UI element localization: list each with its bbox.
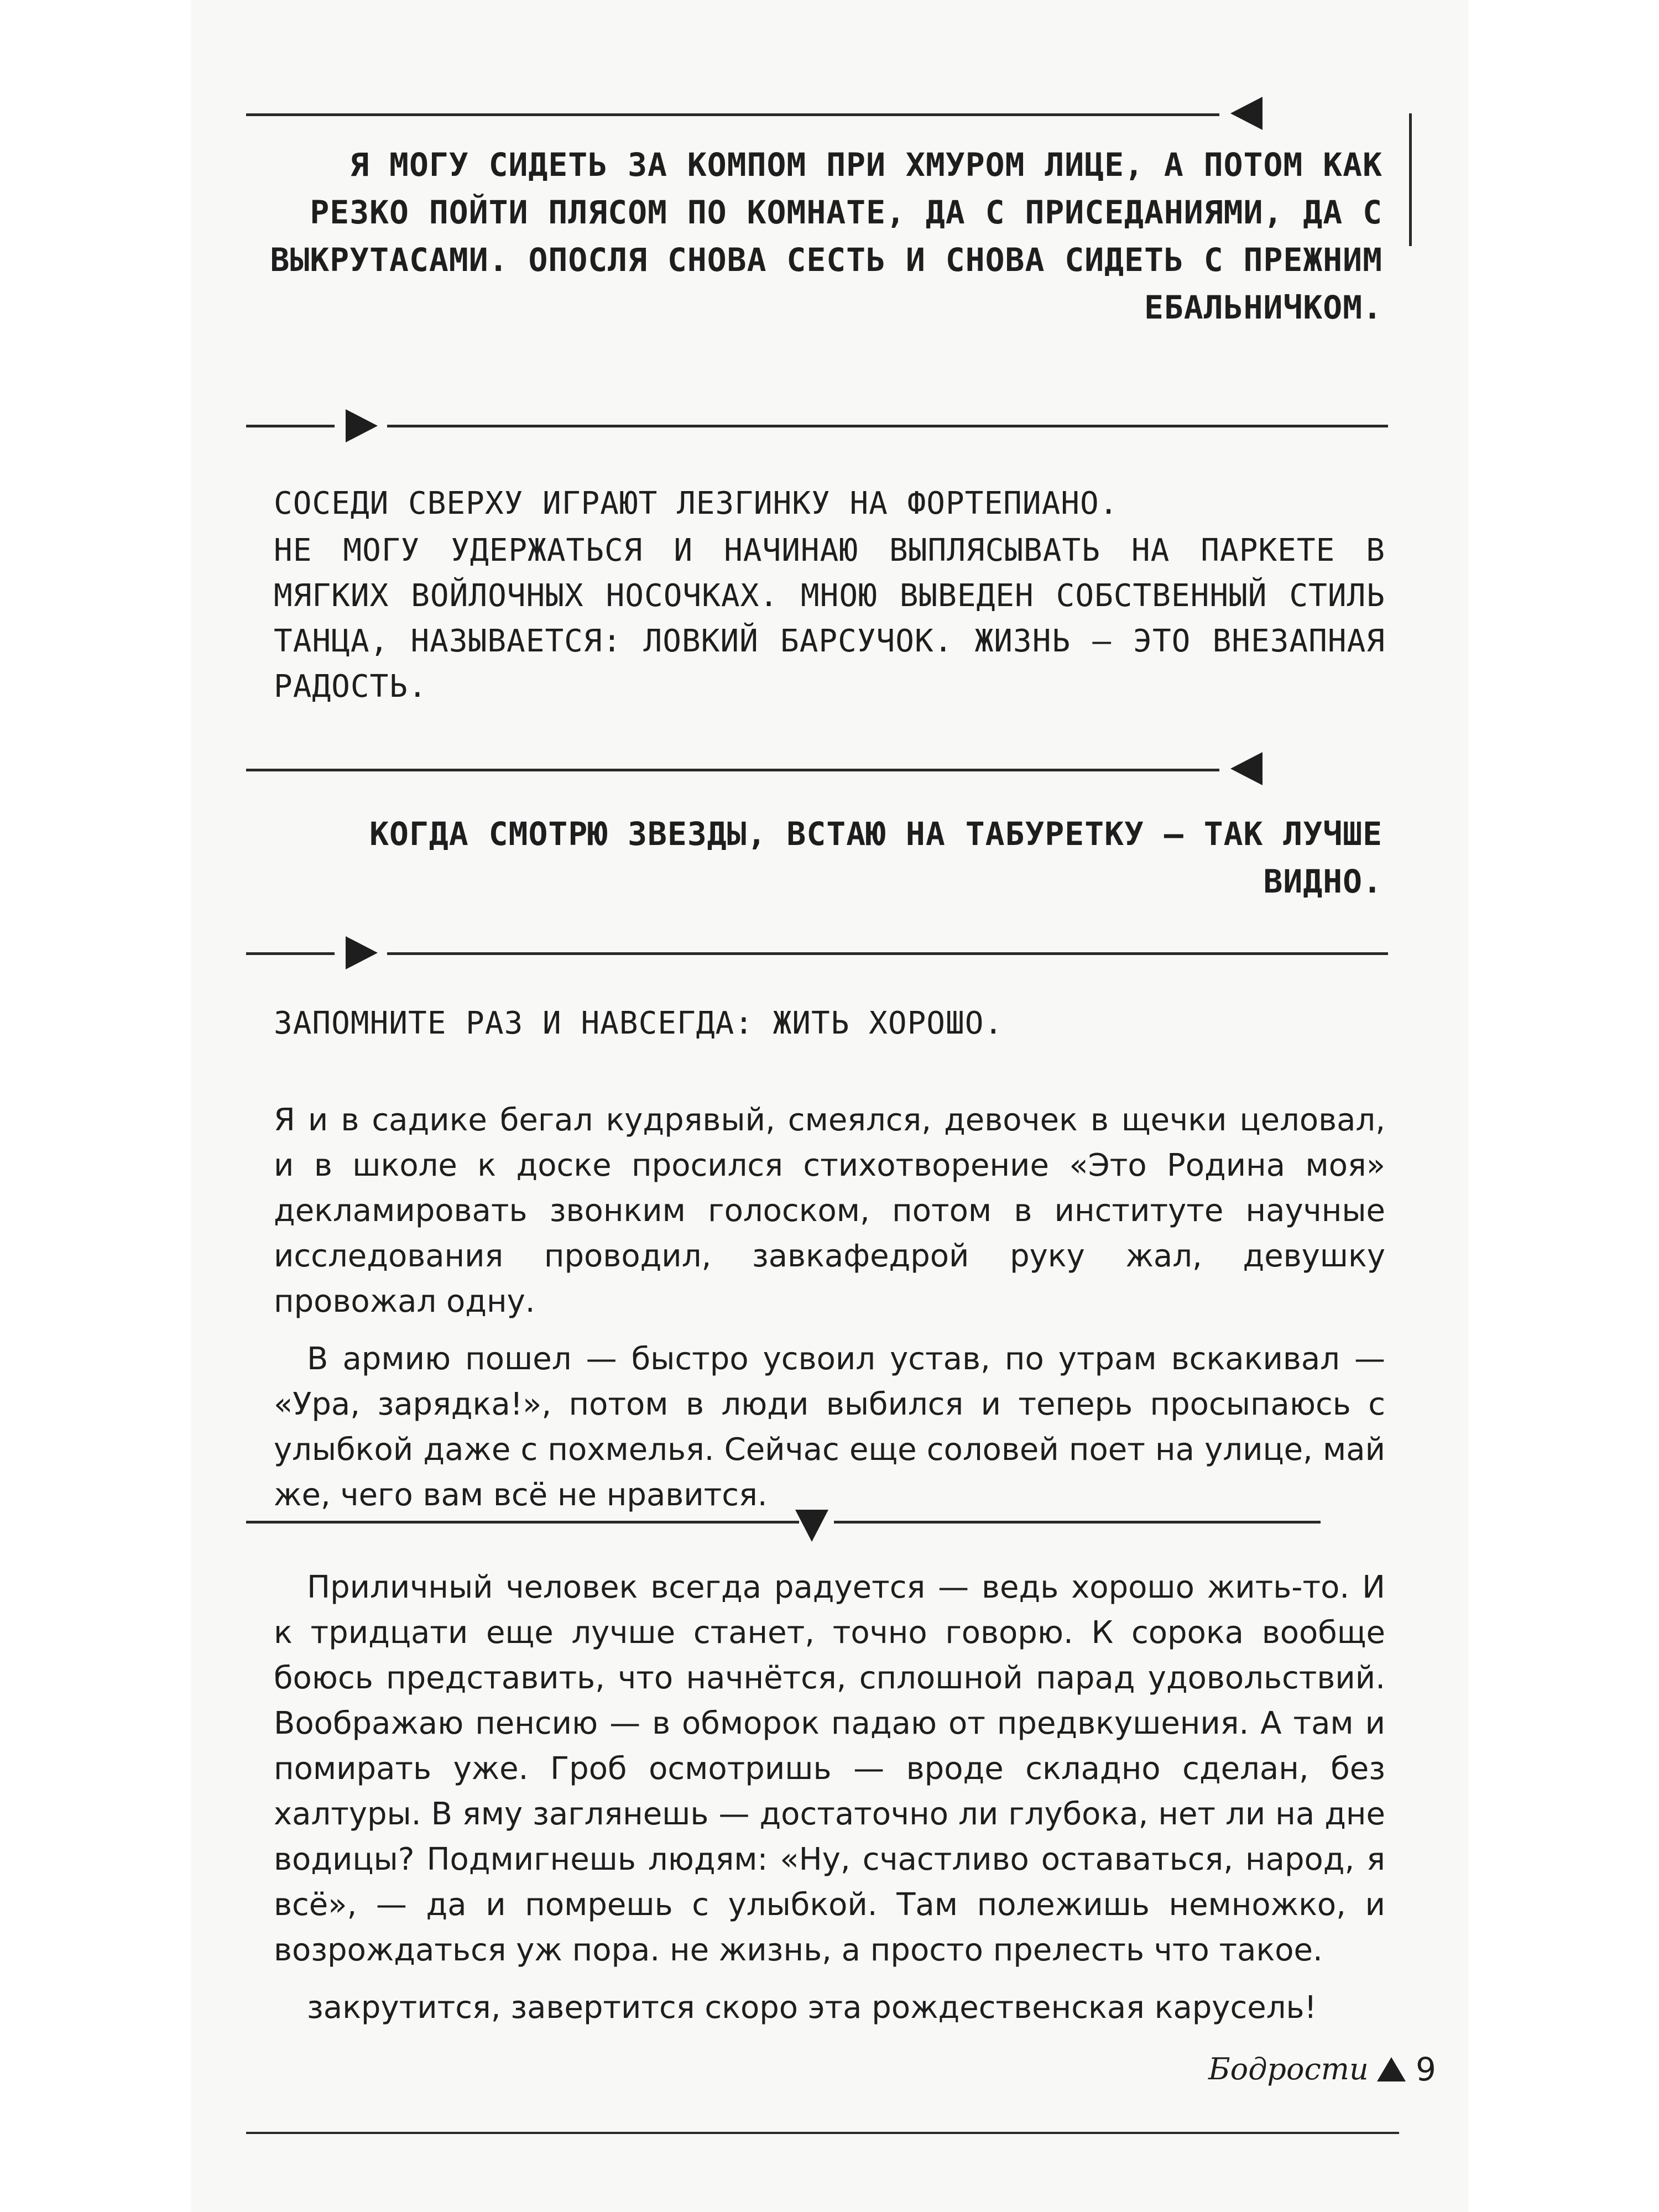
triangle-right-icon xyxy=(346,409,378,442)
quote-divider-top xyxy=(246,113,1219,116)
quote-live-well: ЗАПОМНИТЕ РАЗ И НАВСЕГДА: ЖИТЬ ХОРОШО. xyxy=(274,1005,1004,1041)
paragraph-army: В армию пошел — быстро усвоил устав, по утрам вскакивал — «Ура, зарядка!», потом в люди выбился и теперь просыпаюсь с улыбкой даже с похмелья. Сейчас еще соловей поет на улице, май же, чего вам всё не нравится. xyxy=(274,1341,1385,1513)
quote-divider-right xyxy=(387,952,1388,955)
paragraph-carousel: закрутится, завертится скоро эта рождественская карусель! xyxy=(307,1990,1317,2026)
footer-rule xyxy=(246,2132,1399,2134)
quote-divider-left xyxy=(246,952,335,955)
triangle-left-icon xyxy=(1230,97,1262,130)
triangle-right-icon xyxy=(346,936,378,969)
triangle-down-icon xyxy=(795,1510,828,1542)
footer-section-title: Бодрости xyxy=(1208,2052,1369,2086)
paragraph-decent-person: Приличный человек всегда радуется — ведь хорошо жить-то. И к тридцати еще лучше станет, точно говорю. К сорока вообще боюсь представить, что начнётся, сплошной парад удовольствий. Воображаю пенсию — в обморок падаю от предвкушения. А там и помирать уже. Гроб осмотришь — вроде складно сделан, без халтуры. В яму заглянешь — достаточно ли глубока, нет ли на дне водицы? Подмигнешь людям: «Ну, счастливо оставаться, народ, я всё», — да и помрешь с улыбкой. Там полежишь немножко, и возрождаться уж пора. не жизнь, а просто прелесть что такое. xyxy=(274,1569,1385,1968)
body-text-section-2 xyxy=(274,1565,1385,2043)
quote-dance-at-computer: Я МОГУ СИДЕТЬ ЗА КОМПОМ ПРИ ХМУРОМ ЛИЦЕ, А ПОТОМ КАК РЕЗКО ПОЙТИ ПЛЯСОМ ПО КОМНАТЕ, ДА С ПРИСЕДАНИЯМИ, ДА С ВЫКРУТАСАМИ. ОПОСЛЯ СНОВА СЕСТЬ И СНОВА СИДЕТЬ С ПРЕЖНИМ ЕБАЛЬНИЧКОМ. xyxy=(270,146,1383,326)
quote-divider-left xyxy=(246,425,335,427)
paragraph-childhood: Я и в садике бегал кудрявый, смеялся, девочек в щечки целовал, и в школе к доске просился стихотворение «Это Родина моя» декламировать звонким голоском, потом в институте научные исследования проводил, завкафедрой руку жал, девушку провожал одну. xyxy=(274,1102,1385,1319)
quote-stars: КОГДА СМОТРЮ ЗВЕЗДЫ, ВСТАЮ НА ТАБУРЕТКУ — ТАК ЛУЧШЕ ВИДНО. xyxy=(369,815,1383,900)
page-margin-left xyxy=(0,0,191,2212)
triangle-left-icon xyxy=(1230,752,1262,785)
section-divider-right xyxy=(834,1521,1321,1524)
body-text-section-1 xyxy=(274,1098,1385,1530)
section-divider-left xyxy=(246,1521,799,1524)
quote-side-line xyxy=(1409,113,1412,246)
quote-divider-right xyxy=(387,425,1388,427)
quote-divider-top xyxy=(246,769,1219,771)
page-margin-right xyxy=(1468,0,1659,2212)
page-number: 9 xyxy=(1416,2051,1436,2088)
quote-lezginka-text: НЕ МОГУ УДЕРЖАТЬСЯ И НАЧИНАЮ ВЫПЛЯСЫВАТЬ НА ПАРКЕТЕ В МЯГКИХ ВОЙЛОЧНЫХ НОСОЧКАХ. МНОЮ ВЫВЕДЕН СОБСТВЕННЫЙ СТИЛЬ ТАНЦА, НАЗЫВАЕТСЯ: ЛОВКИЙ БАРСУЧОК. ЖИЗНЬ — ЭТО ВНЕЗАПНАЯ РАДОСТЬ. xyxy=(274,533,1385,705)
triangle-up-icon xyxy=(1377,2057,1406,2081)
quote-lezginka-line1: СОСЕДИ СВЕРХУ ИГРАЮТ ЛЕЗГИНКУ НА ФОРТЕПИАНО. xyxy=(274,486,1119,521)
